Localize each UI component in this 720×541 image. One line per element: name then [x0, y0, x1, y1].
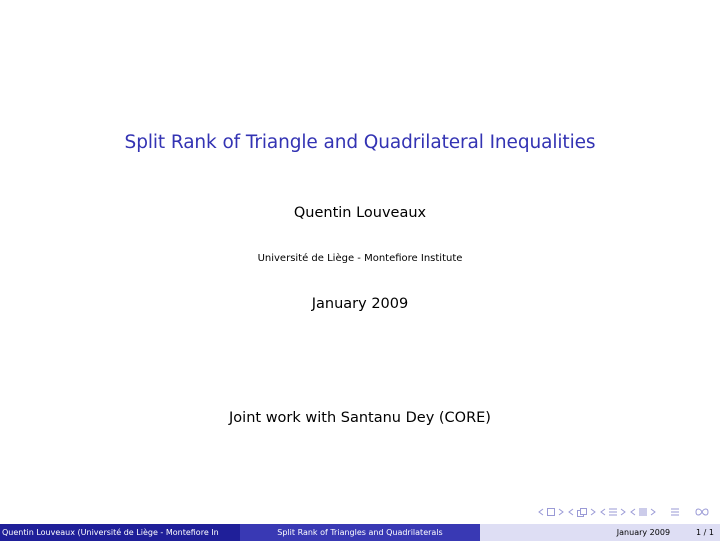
- author-institute: Université de Liège - Montefiore Institute: [257, 253, 463, 264]
- beamer-navigation-symbols: [538, 505, 710, 519]
- document-prev-icon[interactable]: [630, 508, 636, 516]
- footer-short-title: Split Rank of Triangles and Quadrilaterals: [240, 524, 480, 541]
- frame-prev-icon[interactable]: [538, 508, 544, 516]
- footer-bar: [0, 524, 720, 541]
- joint-work-note: Joint work with Santanu Dey (CORE): [229, 410, 491, 426]
- section-icon[interactable]: [608, 507, 618, 517]
- search-loop-icon[interactable]: [694, 507, 710, 517]
- document-icon[interactable]: [638, 507, 648, 517]
- footer-date-page: [480, 524, 720, 541]
- presentation-title: Split Rank of Triangle and Quadrilateral Inequalities: [124, 132, 596, 153]
- subsection-next-icon[interactable]: [590, 508, 596, 516]
- subsection-prev-icon[interactable]: [568, 508, 574, 516]
- footer-author-institute: Quentin Louveaux (Université de Liège - Montefiore In: [0, 524, 240, 541]
- frame-next-icon[interactable]: [558, 508, 564, 516]
- section-next-icon[interactable]: [620, 508, 626, 516]
- section-prev-icon[interactable]: [600, 508, 606, 516]
- subsection-icon[interactable]: [576, 507, 588, 518]
- frame-icon[interactable]: [546, 507, 556, 517]
- page-number: 1 / 1: [696, 528, 714, 537]
- author-name: Quentin Louveaux: [293, 205, 427, 221]
- align-icon[interactable]: [670, 507, 680, 517]
- presentation-date: January 2009: [311, 296, 409, 312]
- document-next-icon[interactable]: [650, 508, 656, 516]
- footer-date: January 2009: [616, 528, 671, 537]
